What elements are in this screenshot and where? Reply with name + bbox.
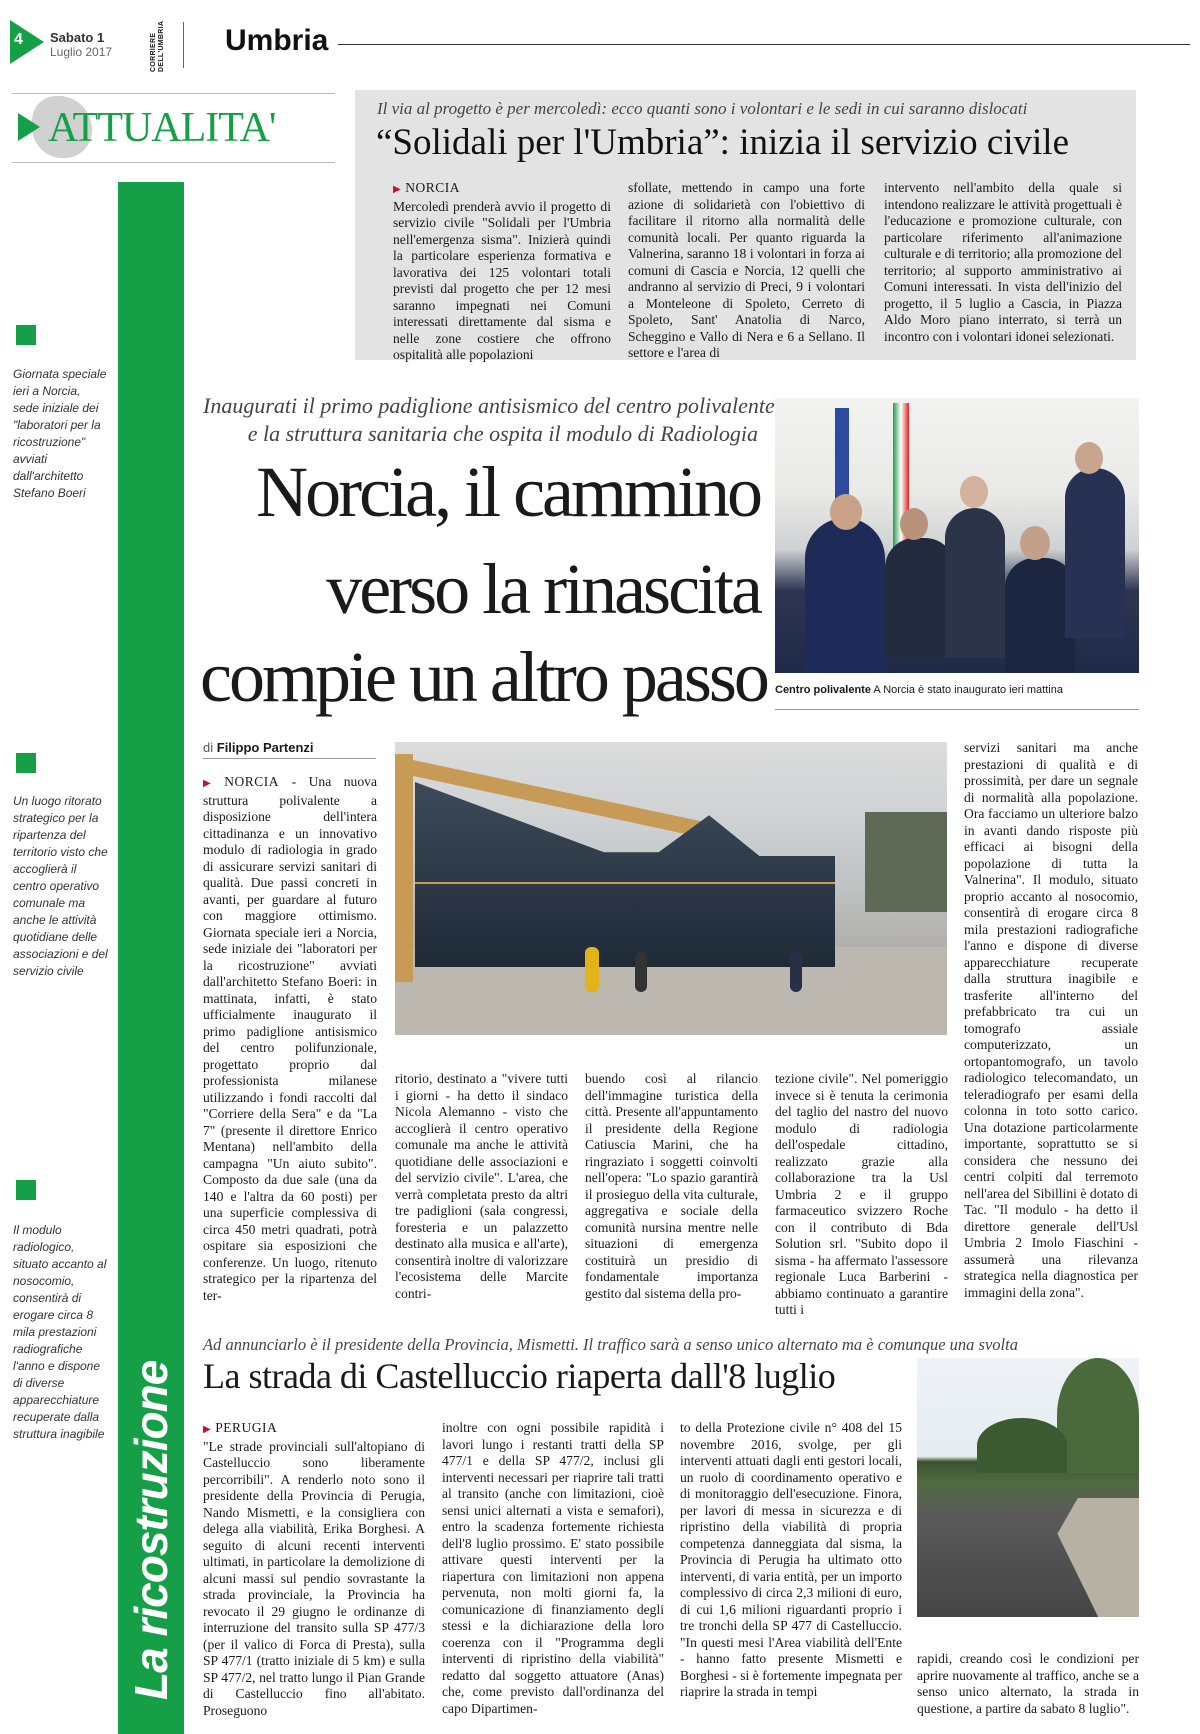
- building-photo: [395, 742, 947, 1035]
- road-photo: [917, 1358, 1139, 1617]
- region-title: Umbria: [225, 24, 329, 57]
- caption-text: A Norcia è stato inaugurato ieri mattina: [873, 684, 1063, 696]
- masthead-date: Luglio 2017: [50, 45, 113, 59]
- article1-kicker: Il via al progetto è per mercoledì: ecco quanti sono i volontari e le sedi in cui saranno dislocati: [377, 99, 1028, 118]
- masthead-day: Sabato 1: [50, 30, 105, 45]
- side-note-1: Giornata speciale ieri a Norcia, sede iniziale dei "laboratori per la ricostruzione" avviati dall'architetto Stefano Boeri: [13, 367, 107, 500]
- article3-col3: to della Protezione civile n° 408 del 15 novembre 2016, svolge, per gli interventi attuati dagli enti gestori locali, un ruolo di coordinamento operativo e di monitoraggio dell'esecuzione. Finora, per lavori di messa in sicurezza e di ripristino della viabilità di propria competenza danneggiata dal sisma, la Provincia di Perugia ha ultimato otto interventi, di varia entità, per un importo complessivo di circa 2,3 milioni di euro, di cui 1,6 milioni riguardanti proprio i tre tronchi della SP 477 di Castelluccio. "In questi mesi l'Area viabilità dell'Ente - hanno fatto presente Mismetti e Borghesi - si è fortemente impegnata per riaprire la strada in tempi: [680, 1420, 902, 1699]
- section-label: ATTUALITA': [48, 105, 276, 151]
- article2-kicker-line1: Inaugurati il primo padiglione antisismico del centro polivalente: [203, 393, 775, 418]
- masthead-divider-vertical: [183, 22, 184, 68]
- triangle-arrow-icon: [18, 113, 40, 141]
- inauguration-photo: [775, 398, 1139, 673]
- caption-bold: Centro polivalente: [775, 684, 871, 696]
- article2-col3: buendo così al rilancio dell'immagine turistica della città. Presente all'appuntamento il presidente della Regione Catiuscia Marini, che ha ringraziato i soggetti coinvolti nell'opera: "Lo spazio garantirà il prosieguo della vita culturale, aggregativa e sociale della comunità nursina mentre nelle situazioni di emergenza costituirà un presidio di fondamentale importanza gestito dal sistema della pro-: [585, 1071, 758, 1301]
- article3-col2: inoltre con ogni possibile rapidità i lavori lungo i restanti tratti della SP 477/1 e della SP 477/2, inclusi gli interventi necessari per riaprire tali tratti al transito (anche con limitazioni, cioè sensi unici alternati a vista e semafori), entro la scadenza fortemente richiesta dell'8 luglio prossimo. E' stato possibile attivare questi interventi per la riapertura con limitazioni non appena pervenuta, non molti giorni fa, la comunicazione di finanziamento degli stessi e la dichiarazione della loro coerenza con il "Programma degli interventi di ripristino della viabilità" redatto dal soggetto attuatore (Anas) che, come previsto dall'ordinanza del capo Dipartimen-: [442, 1420, 664, 1716]
- paper-logo: CORRIERE DELL'UMBRIA: [150, 20, 165, 72]
- article1-title: “Solidali per l'Umbria”: inizia il servizio civile: [376, 122, 1070, 163]
- section-rule-bottom: [12, 162, 335, 163]
- side-note-3: Il modulo radiologico, situato accanto al nosocomio, consentirà di erogare circa 8 mila prestazioni radiografiche l'anno e dispone di diverse apparecchiature recuperate dalla struttura inagibile: [13, 1223, 107, 1441]
- article2-location: ▶ NORCIA: [203, 774, 279, 789]
- article3-col4: rapidi, creando così le condizioni per aprire nuovamente al traffico, anche se a senso unico alternato, la strada in questione, a partire da sabato 8 luglio".: [917, 1651, 1139, 1716]
- article1-col1-text: Mercoledì prenderà avvio il progetto di servizio civile "Solidali per l'Umbria nell'emergenza sisma". Inizierà quindi la particolare esperienza formativa e lavorativa dei 125 volontari totali previsti dal progetto che per 12 mesi saranno impegnati nei Comuni interessati direttamente dal sisma e nelle zone costiere che offrono ospitalità alle popolazioni: [393, 198, 611, 362]
- article2-title-line2: verso la rinascita: [326, 549, 760, 629]
- article2-col4: tezione civile". Nel pomeriggio invece si è tenuta la cerimonia del taglio del nastro del nuovo modulo di radiologia dell'ospedale cittadino, realizzato grazie alla collaborazione tra la Usl Umbria 2 e il gruppo farmaceutico svizzero Roche con il contributo di Bda Solution srl. "Subito dopo il sisma - ha affermato l'assessore regionale Luca Barberini - abbiamo continuato a garantire tutti i: [775, 1071, 948, 1317]
- page-number: 4: [14, 31, 23, 48]
- article3-title: La strada di Castelluccio riaperta dall'8 luglio: [203, 1356, 836, 1396]
- masthead-rule: [338, 44, 1190, 45]
- article2-title-line1: Norcia, il cammino: [256, 452, 760, 532]
- article2-col1: [203, 774, 377, 1304]
- article1-col1: [393, 180, 611, 364]
- byline-author: Filippo Partenzi: [216, 740, 314, 755]
- article3-col1-text: "Le strade provinciali sull'altopiano di Castelluccio sono liberamente percorribili". A renderlo noto sono il presidente della Provincia di Perugia, Nando Mismetti, e la consigliera con delega alla viabilità, Erika Borghesi. A seguito di alcuni recenti interventi ultimati, in particolare la demolizione di alcuni massi sul pendio sovrastante la strada provinciale, la Provincia ha revocato il 29 giugno le ordinanze di interruzione del transito sulla SP 477/3 (per il valico di Forca di Presta), sulla SP 477/1 (tratto iniziale di 5 km) e sulla SP 477/2, nel tratto lungo il Pian Grande di Castelluccio fino all'abitato. Proseguono: [203, 1438, 425, 1718]
- article3-location: ▶ PERUGIA: [203, 1420, 425, 1439]
- side-note-marker-3: [16, 1180, 36, 1200]
- article3-kicker: Ad annunciarlo è il presidente della Provincia, Mismetti. Il traffico sarà a senso unico alternato ma è comunque una svolta: [203, 1335, 1018, 1354]
- article2-byline: [203, 740, 314, 755]
- caption-rule: [775, 709, 1139, 710]
- side-note-2: Un luogo ritorato strategico per la ripartenza del territorio visto che accoglierà il centro operativo comunale ma anche le attività quotidiane delle associazioni e del servizio civile: [13, 794, 108, 978]
- article2-title-line3: compie un altro passo: [200, 637, 767, 717]
- section-rule-top: [12, 93, 335, 94]
- article2-kicker-line2: e la struttura sanitaria che ospita il modulo di Radiologia: [247, 421, 758, 446]
- article1-location: ▶ NORCIA: [393, 180, 611, 199]
- byline-prefix: di: [203, 740, 214, 755]
- side-note-marker-1: [16, 325, 36, 345]
- article2-col1-text: - Una nuova struttura polivalente a disposizione dell'intera cittadinanza e un innovativo modulo di radiologia in grado di assicurare servizi sanitari di qualità. Due passi concreti in avanti, per guardare al futuro con maggiore ottimismo. Giornata speciale ieri a Norcia, sede iniziale dei "laboratori per la ricostruzione" avviati dall'architetto Stefano Boeri: in mattinata, infatti, è stato ufficialmente inaugurato il primo padiglione antisismico del centro polifunzionale, progettato proprio dal professionista milanese utilizzando i fondi raccolti dal "Corriere della Sera" e da "La 7" (presente il direttore Enrico Mentana) nell'ambito della campagna "Un aiuto subito". Composto da due sale (una da 140 e l'altra da 60 posti) per una superficie complessiva di circa 450 metri quadrati, potrà ospitare sia esposizioni che conferenze. Un luogo, ritenuto strategico per la ripartenza del ter-: [203, 774, 377, 1303]
- article1-col3: intervento nell'ambito della quale si intendono realizzare le attività progettuali è l'educazione e promozione culturale, con particolare riferimento all'animazione culturale e di territorio; alla promozione del territorio; al supporto amministrativo ai Comuni interessati. In vista dell'inizio del progetto, il 5 luglio a Cascia, in Piazza Aldo Moro piano interrato, si terrà un incontro con i volontari idonei selezionati.: [884, 180, 1122, 344]
- side-note-marker-2: [16, 753, 36, 773]
- article2-col5: servizi sanitari ma anche prestazioni di qualità e di prossimità, per dare un segnale di normalità alla popolazione. Ora facciamo un ulteriore balzo in avanti dando risposte più efficaci ai bisogni della popolazione di tutta la Valnerina". Il modulo, situato proprio accanto al nosocomio, consentirà di erogare circa 8 mila prestazioni radiografiche l'anno e dispone di diverse apparecchiature recuperate dalla struttura inagibile e trasferite all'interno del prefabbricato tra cui un tomografo assiale computerizzato, un ortopantomografo, un tavolo radiologico telecomandato, un teleradiografo per esami della colonna in toto sotto carico. Una dotazione particolarmente importante, soprattutto se si considera che nessuno dei centri colpiti dal terremoto nell'area del Sibillini è dotato di Tac. "Il modulo - ha detto il direttore generale dell'Usl Umbria 2 Imolo Fiaschini - assumerà una rilevanza strategica nella diagnostica per immagini della zona".: [964, 740, 1138, 1300]
- vertical-banner-text: La ricostruzione: [125, 1360, 177, 1700]
- article1-col2: sfollate, mettendo in campo una forte azione di solidarietà con l'obiettivo di facilitare il ritorno alla normalità delle comunità locali. Per quanto riguarda la Valnerina, saranno 18 i volontari in forza ai comuni di Cascia e Norcia, 12 quelli che andranno al servizio di Preci, 9 i volontari a Monteleone di Spoleto, Cerreto di Spoleto, Sant' Anatolia di Narco, Scheggino e Vallo di Nera e 6 a Sellano. Il settore e l'area di: [628, 180, 865, 360]
- inauguration-caption: [775, 684, 1139, 696]
- byline-rule: [203, 758, 376, 759]
- article2-col2: ritorio, destinato a "vivere tutti i giorni - ha detto il sindaco Nicola Alemanno - visto che accoglierà il centro operativo comunale ma anche le attività quotidiane delle associazioni e del servizio civile". L'area, che verrà completata presto da altri tre padiglioni (sala congressi, foresteria e un palazzetto destinato alla musica e all'arte), consentirà inoltre di valorizzare l'ecosistema delle Marcite contri-: [395, 1071, 568, 1301]
- article3-col1: [203, 1420, 425, 1719]
